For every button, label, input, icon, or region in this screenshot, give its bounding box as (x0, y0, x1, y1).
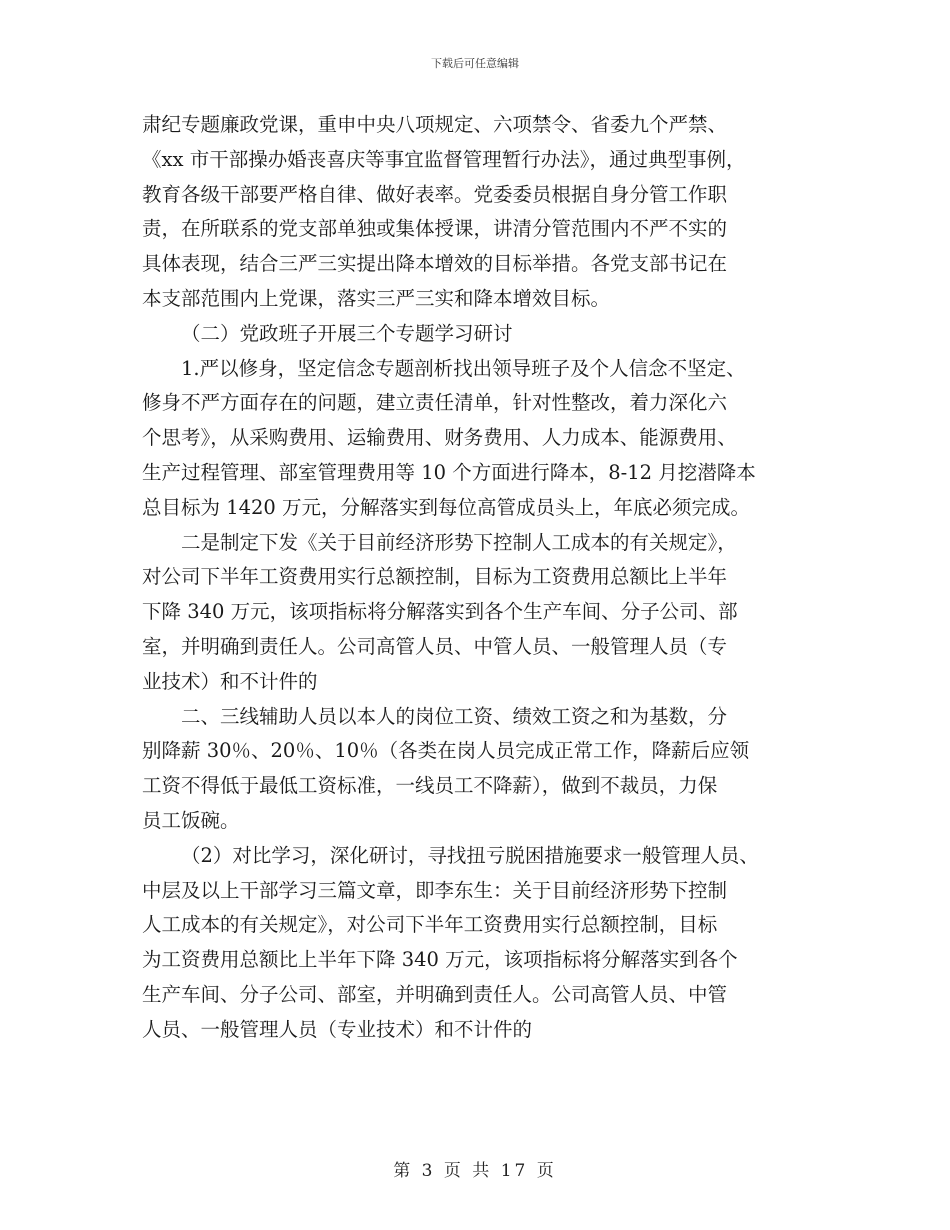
text-line: 员工饭碗。 (142, 808, 240, 832)
text-line: 人工成本的有关规定》，对公司下半年工资费用实行总额控制，目标 (142, 913, 718, 937)
section-heading: （二）党政班子开展三个专题学习研讨 (181, 321, 513, 345)
text-line: 工资不得低于最低工资标准，一线员工不降薪），做到不裁员，力保 (142, 774, 718, 798)
text-line: 中层及以上干部学习三篇文章，即李东生：关于目前经济形势下控制 (142, 878, 728, 902)
text-line: 肃纪专题廉政党课，重申中央八项规定、六项禁令、省委九个严禁、 (142, 113, 728, 136)
paragraph-start: 二是制定下发《关于目前经济形势下控制人工成本的有关规定》， (181, 530, 737, 554)
text-line: 《xx 市干部操办婚丧喜庆等事宜监督管理暂行办法》，通过典型事例， (142, 147, 746, 171)
text-line: 个思考》，从采购费用、运输费用、财务费用、人力成本、能源费用、 (142, 426, 737, 450)
text-line: 人员、一般管理人员（专业技术）和不计件的 (142, 1017, 533, 1041)
text-line: 别降薪 30％、20％、10％（各类在岗人员完成正常工作，降薪后应领 (142, 739, 750, 763)
text-line: 责，在所联系的党支部单独或集体授课，讲清分管范围内不严不实的 (142, 217, 728, 241)
text-line: 具体表现，结合三严三实提出降本增效的目标举措。各党支部书记在 (142, 252, 728, 276)
text-line: 总目标为 1420 万元，分解落实到每位高管成员头上，年底必须完成。 (142, 495, 751, 519)
text-line: 本支部范围内上党课，落实三严三实和降本增效目标。 (142, 286, 611, 310)
text-line: 对公司下半年工资费用实行总额控制，目标为工资费用总额比上半年 (142, 565, 728, 589)
document-body (142, 108, 832, 1048)
header-note: 下载后可任意编辑 (431, 57, 519, 70)
page-number: 第 3 页 共 17 页 (393, 1161, 557, 1181)
text-line: 室，并明确到责任人。公司高管人员、中管人员、一般管理人员（专 (142, 634, 728, 658)
text-line: 教育各级干部要严格自律、做好表率。党委委员根据自身分管工作职 (142, 182, 728, 206)
text-line: 生产过程管理、部室管理费用等 10 个方面进行降本，8-12 月挖潜降本 (142, 460, 756, 484)
paragraph-start: 二、三线辅助人员以本人的岗位工资、绩效工资之和为基数，分 (181, 704, 728, 728)
text-line: 业技术）和不计件的 (142, 669, 318, 693)
text-line: 生产车间、分子公司、部室，并明确到责任人。公司高管人员、中管 (142, 982, 728, 1006)
text-line: 修身不严方面存在的问题，建立责任清单，针对性整改，着力深化六 (142, 391, 728, 415)
text-line: 下降 340 万元，该项指标将分解落实到各个生产车间、分子公司、部 (142, 600, 738, 624)
paragraph-start: 1.严以修身，坚定信念专题剖析找出领导班子及个人信念不坚定、 (181, 356, 746, 380)
paragraph-start: （2）对比学习，深化研讨，寻找扭亏脱困措施要求一般管理人员、 (181, 843, 759, 867)
text-line: 为工资费用总额比上半年下降 340 万元，该项指标将分解落实到各个 (142, 948, 738, 972)
